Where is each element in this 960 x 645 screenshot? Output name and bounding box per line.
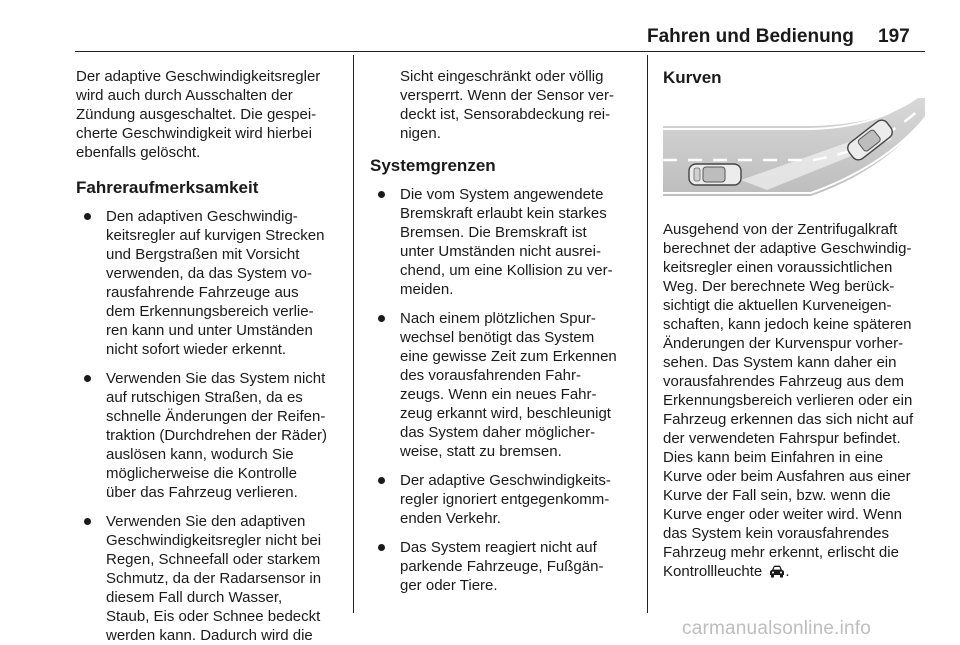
limits-bullet-list xyxy=(370,185,642,595)
column-divider-2 xyxy=(647,55,648,613)
list-item: Der adaptive Geschwindigkeits- regler ignoriert entgegenkomm- enden Verkehr. xyxy=(370,471,642,528)
column-2 xyxy=(370,67,642,595)
heading-driver-attention: Fahreraufmerksamkeit xyxy=(76,178,259,197)
list-item: Verwenden Sie den adaptiven Geschwindigkeitsregler nicht bei Regen, Schneefall oder starkem Schmutz, da der Radarsensor in diesem Fall durch Wasser, Staub, Eis oder Schnee bedeckt werden kann. Dadurch wird die xyxy=(76,512,348,645)
heading-curves: Kurven xyxy=(663,68,722,87)
heading-system-limits: Systemgrenzen xyxy=(370,156,496,175)
continuation-paragraph: Sicht eingeschränkt oder völlig versperrt. Wenn der Sensor ver- deckt ist, Sensorabdeckung rei- nigen. xyxy=(400,68,614,142)
curve-road-illustration xyxy=(663,98,925,204)
vehicle-ahead-indicator-icon xyxy=(769,565,785,578)
intro-paragraph: Der adaptive Geschwindigkeitsregler wird auch durch Ausschalten der Zündung ausgeschaltet. Die gespei- cherte Geschwindigkeit wird hierbei ebenfalls gelöscht. xyxy=(76,68,321,161)
column-3 xyxy=(663,67,925,581)
list-item: Das System reagiert nicht auf parkende Fahrzeuge, Fußgän- ger oder Tiere. xyxy=(370,538,642,595)
list-item: Die vom System angewendete Bremskraft erlaubt kein starkes Bremsen. Die Bremskraft ist unter Umständen nicht ausrei- chend, um eine Kollision zu ver- meiden. xyxy=(370,185,642,299)
curves-paragraph: Ausgehend von der Zentrifugalkraft berechnet der adaptive Geschwindig- keitsregler einen voraussichtlichen Weg. Der berechnete Weg berück- sichtigt die aktuellen Kurveneigen- schaften, kann jedoch keine späteren Änderungen der Kurvenspur vorher- sehen. Das System kann daher ein vorausfahrendes Fahrzeug aus dem Erkennungsbereich verlieren oder ein Fahrzeug erkennen das sich nicht auf der verwendeten Fahrspur befindet. Dies kann beim Einfahren in eine Kurve oder beim Ausfahren aus einer Kurve der Fall sein, bzw. wenn die Kurve enger oder weiter wird. Wenn das System kein vorausfahrendes Fahrzeug mehr erkennt, erlischt die Kontrollleuchte . xyxy=(663,221,914,580)
page-number: 197 xyxy=(878,26,910,47)
own-vehicle xyxy=(689,164,741,185)
column-1 xyxy=(76,67,348,645)
page-header-title: Fahren und Bedienung xyxy=(647,26,854,47)
list-item: Verwenden Sie das System nicht auf rutschigen Straßen, da es schnelle Änderungen der Reifen- traktion (Durchdrehen der Räder) auslösen kann, wodurch Sie möglicherweise die Kontrolle über das Fahrzeug verlieren. xyxy=(76,369,348,502)
header-rule xyxy=(75,51,925,52)
list-item: Nach einem plötzlichen Spur- wechsel benötigt das System eine gewisse Zeit zum Erkennen des vorausfahrenden Fahr- zeugs. Wenn ein neues Fahr- zeug erkannt wird, beschleunigt das System daher möglicher- weise, statt zu bremsen. xyxy=(370,309,642,461)
list-item: Den adaptiven Geschwindig- keitsregler auf kurvigen Strecken und Bergstraßen mit Vorsicht verwenden, da das System vo- rausfahrende Fahrzeuge aus dem Erkennungsbereich verlie- ren kann und unter Umständen nicht sofort wieder erkennt. xyxy=(76,207,348,359)
attention-bullet-list xyxy=(76,207,348,645)
watermark: carmanualsonline.info xyxy=(682,618,872,639)
column-divider-1 xyxy=(353,55,354,613)
